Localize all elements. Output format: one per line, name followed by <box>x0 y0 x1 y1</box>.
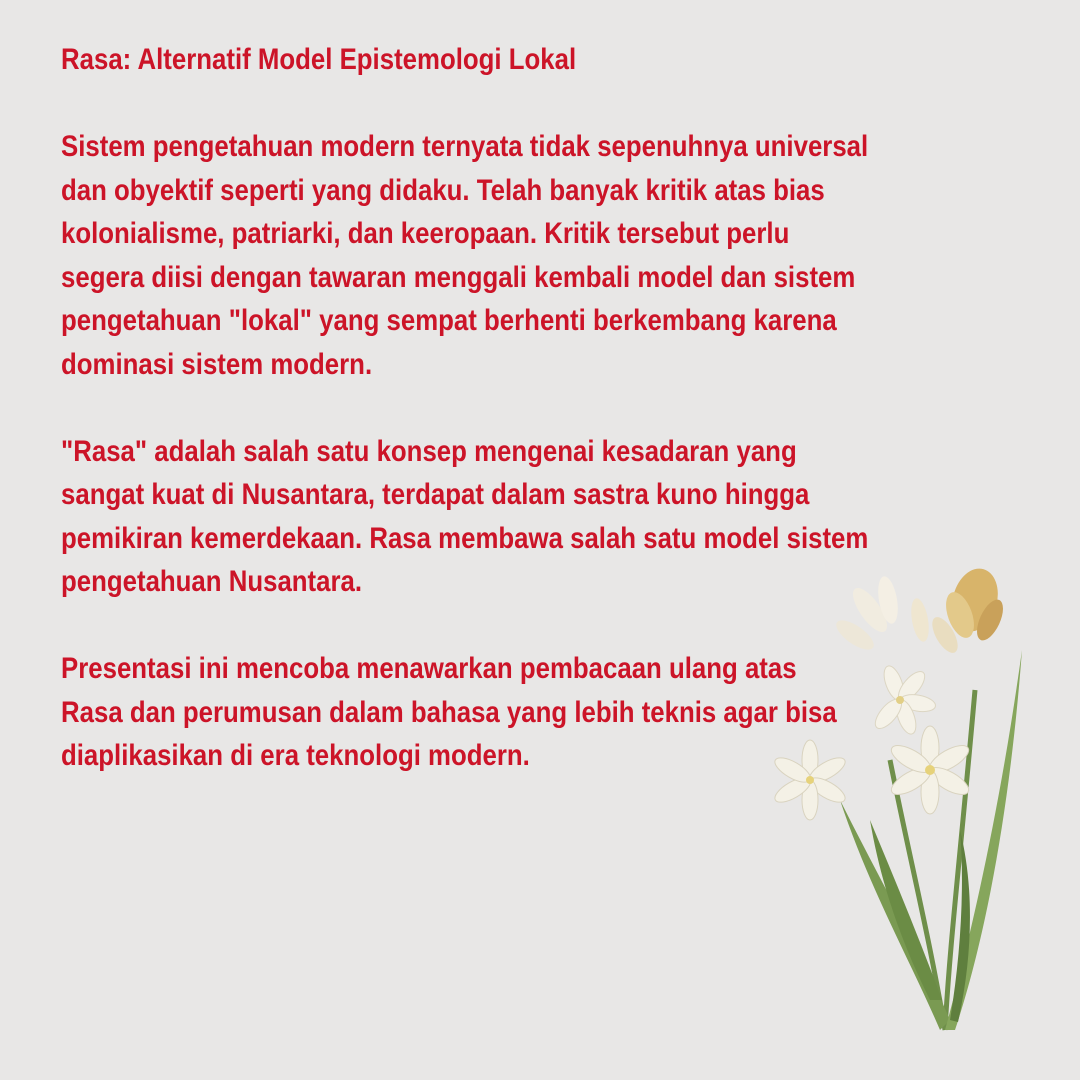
bud-cluster <box>908 563 1008 656</box>
paragraph-line: Sistem pengetahuan modern ternyata tidak sepenuhnya universal <box>61 130 869 163</box>
text-content <box>61 38 912 821</box>
paragraph-line: sangat kuat di Nusantara, terdapat dalam sastra kuno hingga <box>61 478 810 511</box>
paragraph-line: Rasa dan perumusan dalam bahasa yang lebih teknis agar bisa <box>61 695 837 729</box>
paragraph-line: pengetahuan "lokal" yang sempat berhenti berkembang karena <box>61 304 837 337</box>
paragraph-line: segera diisi dengan tawaran menggali kembali model dan sistem <box>61 260 856 294</box>
paragraph-line: dominasi sistem modern. <box>61 347 373 381</box>
paragraph-2 <box>61 430 912 604</box>
paragraph-line: dan obyektif seperti yang didaku. Telah banyak kritik atas bias <box>61 173 825 207</box>
paragraph-1 <box>61 125 912 386</box>
paragraph-line: Presentasi ini mencoba menawarkan pembacaan ulang atas <box>61 652 797 685</box>
paragraph-line: "Rasa" adalah salah satu konsep mengenai kesadaran yang <box>61 434 797 468</box>
page-title: Rasa: Alternatif Model Epistemologi Lokal <box>61 43 577 76</box>
paragraph-line: diaplikasikan di era teknologi modern. <box>61 739 530 772</box>
paragraph-line: pengetahuan Nusantara. <box>61 565 363 598</box>
paragraph-line: pemikiran kemerdekaan. Rasa membawa salah satu model sistem <box>61 521 869 555</box>
paragraph-3 <box>61 647 912 778</box>
paragraph-line: kolonialisme, patriarki, dan keeropaan. Kritik tersebut perlu <box>61 217 790 250</box>
